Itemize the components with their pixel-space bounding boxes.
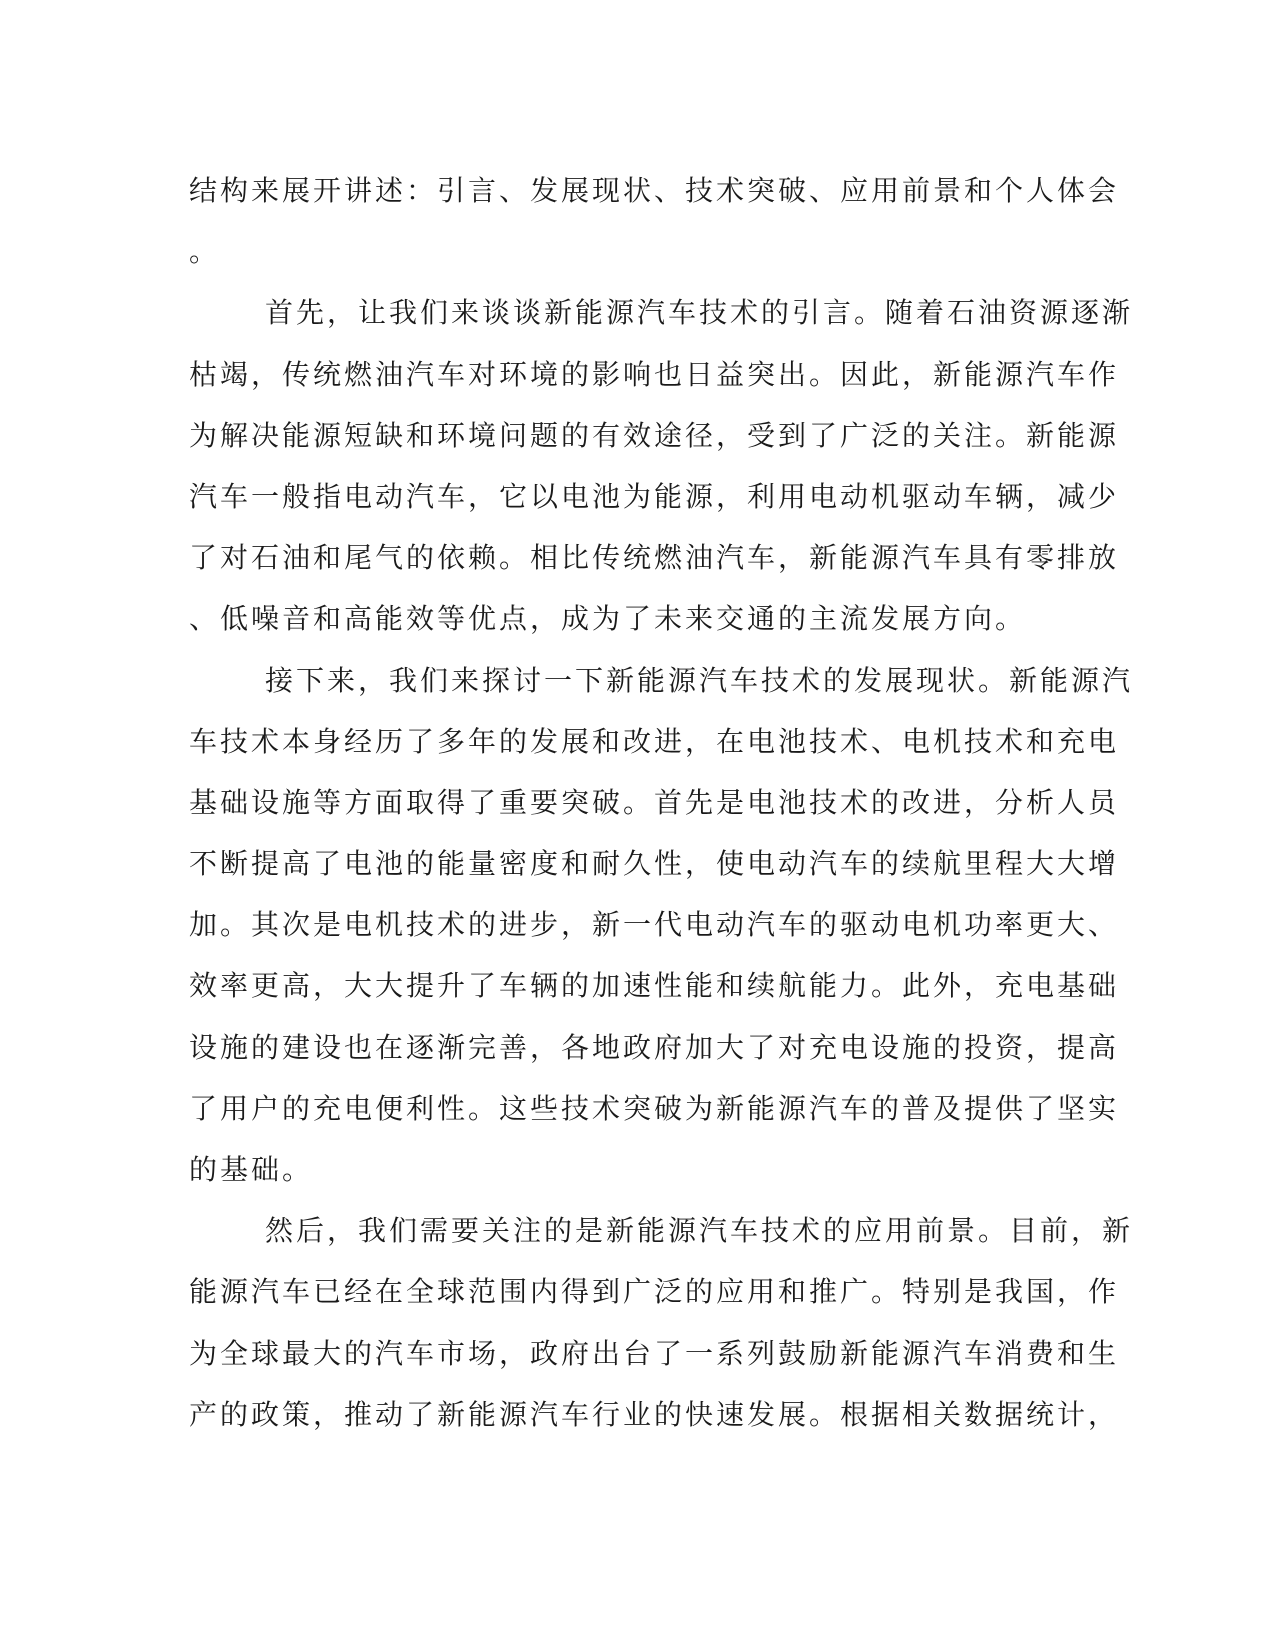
- text-line: 枯竭，传统燃油汽车对环境的影响也日益突出。因此，新能源汽车作: [189, 357, 1120, 391]
- text-line: 、低噪音和高能效等优点，成为了未来交通的主流发展方向。: [189, 602, 1027, 636]
- text-line: 汽车一般指电动汽车，它以电池为能源，利用电动机驱动车辆，减少: [189, 479, 1120, 513]
- text-line: 结构来展开讲述：引言、发展现状、技术突破、应用前景和个人体会: [189, 174, 1120, 207]
- text-line: 的基础。: [189, 1153, 314, 1186]
- text-line: 效率更高，大大提升了车辆的加速性能和续航能力。此外，充电基础: [189, 969, 1120, 1003]
- text-line: 了对石油和尾气的依赖。相比传统燃油汽车，新能源汽车具有零排放: [189, 541, 1120, 575]
- body-text: [189, 160, 1134, 1445]
- text-line: 为解决能源短缺和环境问题的有效途径，受到了广泛的关注。新能源: [189, 418, 1120, 452]
- text-line: 能源汽车已经在全球范围内得到广泛的应用和推广。特别是我国，作: [189, 1275, 1120, 1309]
- text-line: 车技术本身经历了多年的发展和改进，在电池技术、电机技术和充电: [189, 724, 1120, 758]
- text-line: 加。其次是电机技术的进步，新一代电动汽车的驱动电机功率更大、: [189, 908, 1120, 942]
- text-line: 设施的建设也在逐渐完善，各地政府加大了对充电设施的投资，提高: [189, 1030, 1120, 1064]
- text-line: 为全球最大的汽车市场，政府出台了一系列鼓励新能源汽车消费和生: [189, 1336, 1120, 1370]
- paragraph-first-line: 然后，我们需要关注的是新能源汽车技术的应用前景。目前，新: [265, 1214, 1134, 1248]
- text-line: 了用户的充电便利性。这些技术突破为新能源汽车的普及提供了坚实: [189, 1091, 1120, 1125]
- text-line: 基础设施等方面取得了重要突破。首先是电池技术的改进，分析人员: [189, 785, 1120, 819]
- text-line: 。: [189, 235, 221, 269]
- paragraph-first-line: 首先，让我们来谈谈新能源汽车技术的引言。随着石油资源逐渐: [265, 296, 1134, 330]
- text-line: 产的政策，推动了新能源汽车行业的快速发展。根据相关数据统计，: [189, 1397, 1120, 1431]
- paragraph-first-line: 接下来，我们来探讨一下新能源汽车技术的发展现状。新能源汽: [265, 663, 1134, 697]
- text-line: 不断提高了电池的能量密度和耐久性，使电动汽车的续航里程大大增: [189, 847, 1120, 881]
